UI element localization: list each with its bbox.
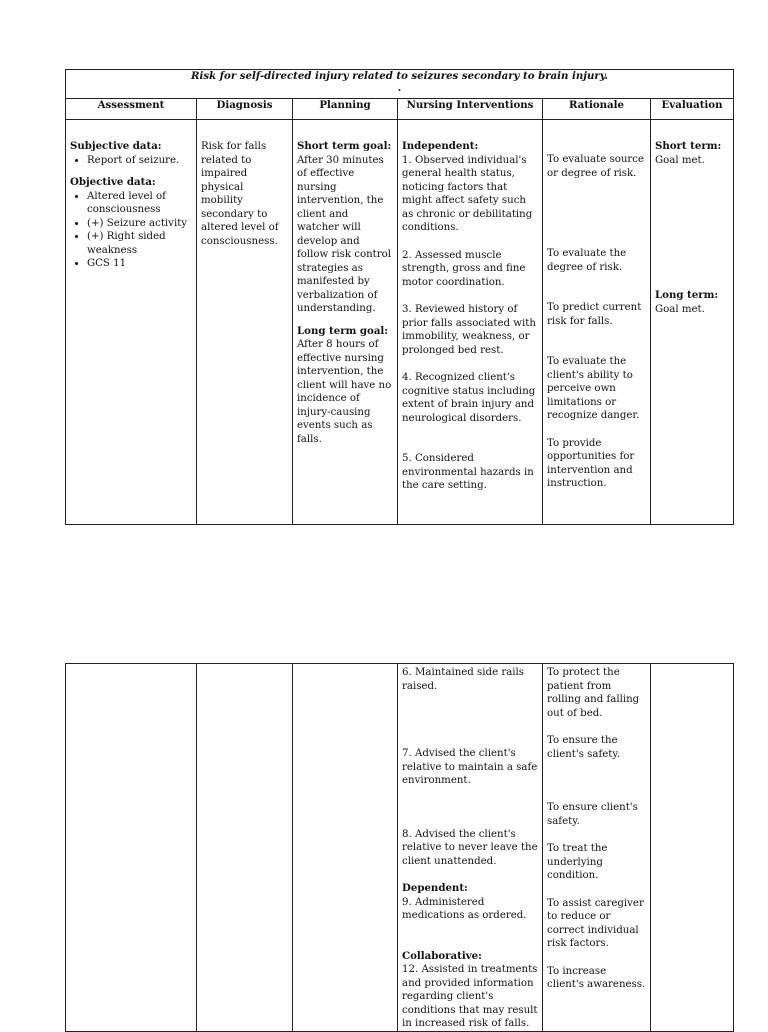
intervention-item: 8. Advised the client's relative to never leave the client unattended. [402, 828, 538, 867]
subjective-data-list [70, 154, 192, 168]
evaluation-cell [651, 120, 734, 525]
dependent-label: Dependent: [402, 882, 468, 894]
short-term-goal-text: After 30 minutes of effective nursing intervention, the client and watcher will develop and follow risk control strategies as manifested by verbalization of understanding. [297, 154, 392, 314]
independent-label: Independent: [402, 140, 479, 152]
table-title-cell [66, 70, 734, 99]
collaborative-label: Collaborative: [402, 949, 482, 962]
list-item: • GCS 11 [87, 257, 192, 271]
assessment-cell [66, 120, 197, 525]
evaluation-cell [651, 664, 734, 1032]
rationale-cell [543, 120, 651, 525]
planning-cell [293, 120, 398, 525]
long-term-goal-text: After 8 hours of effective nursing intervention, the client will have no incidence of injury-causing events such as falls. [297, 339, 392, 445]
rationale-cell [543, 664, 651, 1032]
rationale-item: To evaluate the degree of risk. [547, 248, 627, 273]
header-nursing-interventions: Nursing Interventions [398, 99, 543, 120]
planning-cell [293, 664, 398, 1032]
intervention-item: 1. Observed individual's general health status, noticing factors that might affect safety such as chronic or debilitating conditions. [402, 154, 533, 233]
rationale-item: To provide opportunities for intervention and instruction. [547, 437, 635, 489]
short-term-eval-label: Short term: [655, 140, 722, 152]
header-planning: Planning [293, 99, 398, 120]
rationale-item: To predict current risk for falls. [547, 302, 642, 327]
interventions-cell [398, 120, 543, 525]
rationale-item: To assist caregiver to reduce or correct individual risk factors. [547, 897, 644, 949]
objective-data-label: Objective data: [70, 176, 156, 188]
title-mark: . [397, 81, 402, 94]
rationale-item: To ensure the client's safety. [547, 735, 621, 760]
rationale-item: To protect the patient from rolling and falling out of bed. [547, 667, 640, 719]
intervention-item: 3. Reviewed history of prior falls associated with immobility, weakness, or prolonged bed rest. [402, 304, 536, 356]
list-item: • (+) Right sided weakness [87, 230, 192, 257]
intervention-item: 5. Considered environmental hazards in the care setting. [402, 453, 534, 491]
interventions-cell [398, 664, 543, 1032]
list-item: • Altered level of consciousness [87, 190, 192, 217]
intervention-item: 12. Assisted in treatments and provided information regarding client's conditions that may result in increased risk of falls. [402, 964, 538, 1029]
list-item: • (+) Seizure activity [87, 217, 192, 231]
intervention-item: 4. Recognized client's cognitive status including extent of brain injury and neurological disorders. [402, 372, 536, 424]
rationale-item: To increase client's awareness. [547, 965, 646, 990]
long-term-eval-text: Goal met. [655, 303, 705, 315]
diagnosis-cell [197, 120, 293, 525]
assessment-cell [66, 664, 197, 1032]
rationale-item: To ensure client's safety. [547, 802, 638, 827]
diagnosis-text: Risk for falls related to impaired physical mobility secondary to altered level of consciousness. [201, 141, 279, 247]
short-term-goal-label: Short term goal: [297, 140, 392, 152]
objective-data-list [70, 190, 192, 271]
list-item: • Report of seizure. [87, 154, 192, 168]
table-title: Risk for self-directed injury related to seizures secondary to brain injury. [191, 70, 609, 82]
short-term-eval-text: Goal met. [655, 154, 705, 166]
diagnosis-cell [197, 664, 293, 1032]
subjective-data-label: Subjective data: [70, 140, 162, 152]
long-term-eval-label: Long term: [655, 289, 719, 301]
rationale-item: To treat the underlying condition. [547, 843, 608, 881]
care-plan-table-page-2 [65, 663, 734, 1032]
intervention-item: 2. Assessed muscle strength, gross and fine motor coordination. [402, 249, 526, 288]
care-plan-table-page-1 [65, 69, 734, 525]
intervention-item: 6. Maintained side rails raised. [402, 667, 525, 692]
rationale-item: To evaluate source or degree of risk. [547, 154, 645, 179]
rationale-item: To evaluate the client's ability to perceive own limitations or recognize danger. [547, 356, 640, 421]
header-rationale: Rationale [543, 99, 651, 120]
intervention-item: 7. Advised the client's relative to maintain a safe environment. [402, 748, 538, 786]
long-term-goal-label: Long term goal: [297, 324, 389, 337]
intervention-item: 9. Administered medications as ordered. [402, 896, 527, 921]
header-assessment: Assessment [66, 99, 197, 120]
header-diagnosis: Diagnosis [197, 99, 293, 120]
header-evaluation: Evaluation [651, 99, 734, 120]
